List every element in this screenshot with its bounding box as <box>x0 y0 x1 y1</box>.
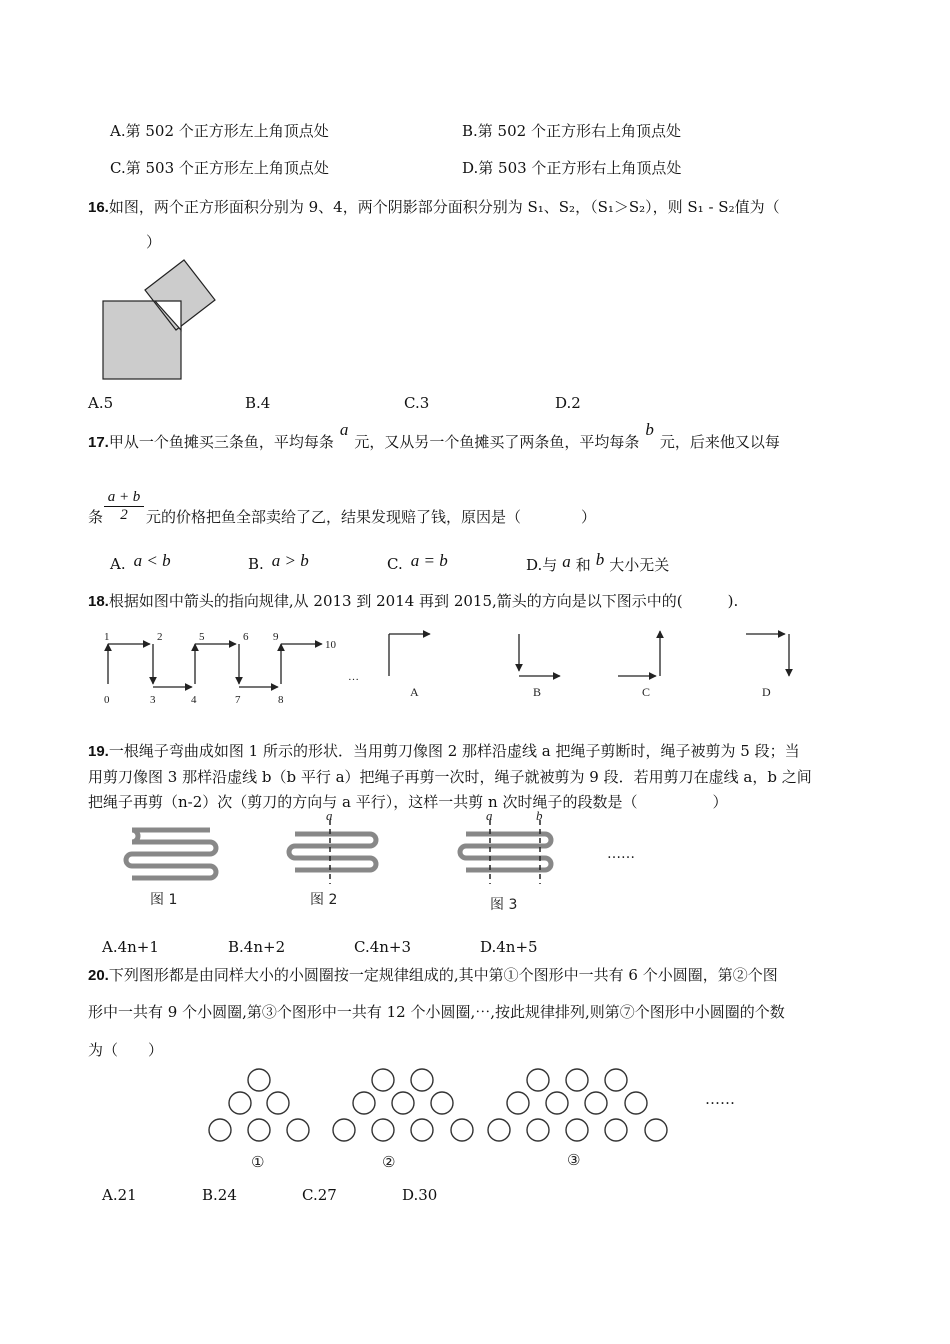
seq-label-2: 2 <box>157 631 163 643</box>
fig2-caption: 图 2 <box>310 892 338 908</box>
small-circle <box>645 1119 667 1141</box>
seq-label-7: 7 <box>235 694 241 706</box>
seq-label-4: 4 <box>191 694 197 706</box>
q17-option-c <box>387 551 448 574</box>
seq-label-5: 5 <box>199 631 205 643</box>
q19-line1 <box>88 740 800 761</box>
q17-line2-end: 元的价格把鱼全部卖给了乙，结果发现赔了钱，原因是（ ） <box>146 508 597 526</box>
q18-choices <box>380 626 800 701</box>
q15-option-c: C.第 503 个正方形左上角顶点处 <box>110 159 329 177</box>
q16-number: 16. <box>88 199 109 216</box>
q19-line2: 用剪刀像图 3 那样沿虚线 b（b 平行 a）把绳子再剪一次时，绳子就被剪为 9 段．若用剪刀在虚线 a，b 之间 <box>88 768 812 786</box>
rope-fig2 <box>289 834 376 870</box>
q19-line1-text: 一根绳子弯曲成如图 1 所示的形状．当用剪刀像图 2 那样沿虚线 a 把绳子剪断时，绳子被剪为 5 段；当 <box>108 742 800 760</box>
q18-arrow-sequence <box>100 628 360 708</box>
q20-option-c: C.27 <box>302 1186 337 1204</box>
seq-ellipsis: … <box>348 671 359 683</box>
q16-option-b: B.4 <box>245 394 271 412</box>
q19-line3: 把绳子再剪（n-2）次（剪刀的方向与 a 平行），这样一共剪 n 次时绳子的段数是（ ） <box>88 793 728 811</box>
fig-label-2: ② <box>382 1153 396 1171</box>
q16-stem-text: 如图，两个正方形面积分别为 9、4，两个阴影部分面积分别为 S₁、S₂，（S₁＞S₂），则 S₁ - S₂值为（ <box>108 198 780 216</box>
fig3-caption: 图 3 <box>490 897 518 913</box>
small-circle <box>507 1092 529 1114</box>
q17-text-b: 元，又从另一个鱼摊买了两条鱼，平均每条 <box>354 433 640 451</box>
choice-b-label: B <box>533 685 542 699</box>
small-circle <box>431 1092 453 1114</box>
small-circle <box>566 1119 588 1141</box>
small-circle <box>411 1069 433 1091</box>
q18-number: 18. <box>88 593 109 610</box>
opt-expr: a > b <box>271 551 309 570</box>
q16-option-a: A.5 <box>88 394 114 412</box>
small-circle <box>392 1092 414 1114</box>
q19-number: 19. <box>88 743 109 760</box>
small-circle <box>527 1069 549 1091</box>
q15-option-d: D.第 503 个正方形右上角顶点处 <box>462 159 682 177</box>
small-circle <box>209 1119 231 1141</box>
q20-line1-text: 下列图形都是由同样大小的小圆圈按一定规律组成的,其中第①个图形中一共有 6 个小圆圈，第②个图 <box>108 966 778 984</box>
opt-expr: a <box>562 552 571 571</box>
q16-option-d: D.2 <box>555 394 581 412</box>
small-circle <box>248 1119 270 1141</box>
fig-label-1: ① <box>251 1153 265 1171</box>
choice-c-label: C <box>642 685 651 699</box>
seq-label-1: 1 <box>104 631 110 643</box>
opt-label: C. <box>387 555 403 573</box>
q17-var-a: a <box>339 420 349 439</box>
fraction-numerator: a + b <box>104 489 144 507</box>
seq-label-10: 10 <box>325 639 336 651</box>
circle-dots: …… <box>705 1090 735 1108</box>
q17-number: 17. <box>88 434 109 451</box>
q20-number: 20. <box>88 967 109 984</box>
choice-a-label: A <box>410 685 419 699</box>
opt-expr: a < b <box>133 551 171 570</box>
q16-stem-end: ） <box>146 233 162 251</box>
seq-label-6: 6 <box>243 631 249 643</box>
fig-label-3: ③ <box>567 1151 581 1169</box>
q20-line3: 为（ ） <box>88 1041 164 1059</box>
label-a-fig3: a <box>486 808 493 823</box>
choice-d-label: D <box>762 685 771 699</box>
seq-label-9: 9 <box>273 631 279 643</box>
q19-option-c: C.4n+3 <box>354 938 412 956</box>
label-b-fig3: b <box>536 808 543 823</box>
q16-squares-figure <box>100 260 225 385</box>
small-circle <box>585 1092 607 1114</box>
q17-line1 <box>88 420 780 452</box>
opt-tail: 大小无关 <box>609 556 670 574</box>
small-circle <box>333 1119 355 1141</box>
q15-option-a: A.第 502 个正方形左上角顶点处 <box>110 122 329 140</box>
small-circle <box>605 1119 627 1141</box>
q16-stem <box>88 196 780 217</box>
small-circle <box>411 1119 433 1141</box>
opt-label: A. <box>110 555 126 573</box>
q20-circle-figures <box>200 1064 760 1174</box>
fraction-denominator: 2 <box>120 507 128 523</box>
rope-fig1 <box>126 830 216 878</box>
q17-option-b <box>248 551 309 574</box>
opt-label: B. <box>248 555 264 573</box>
q19-option-a: A.4n+1 <box>102 938 159 956</box>
q17-fraction <box>104 489 144 524</box>
q15-option-b: B.第 502 个正方形右上角顶点处 <box>462 122 681 140</box>
q20-option-a: A.21 <box>102 1186 137 1204</box>
opt-mid: 和 <box>575 556 591 574</box>
small-circle <box>451 1119 473 1141</box>
small-circle <box>527 1119 549 1141</box>
seq-label-3: 3 <box>150 694 156 706</box>
opt-expr: a = b <box>410 551 448 570</box>
label-a-fig2: a <box>326 808 333 823</box>
small-circle <box>248 1069 270 1091</box>
q17-var-b: b <box>645 420 654 439</box>
small-circle <box>372 1069 394 1091</box>
q19-option-d: D.4n+5 <box>480 938 538 956</box>
q20-option-d: D.30 <box>402 1186 438 1204</box>
q17-option-d <box>526 550 670 575</box>
small-circle <box>566 1069 588 1091</box>
opt-label: D.与 <box>526 556 558 574</box>
q18-stem-text: 根据如图中箭头的指向规律,从 2013 到 2014 再到 2015,箭头的方向是以下图示中的( ). <box>108 592 739 610</box>
q17-option-a <box>110 551 171 574</box>
q20-line2: 形中一共有 9 个小圆圈,第③个图形中一共有 12 个小圆圈,⋯,按此规律排列,则第⑦个图形中小圆圈的个数 <box>88 1003 785 1021</box>
q18-stem <box>88 590 738 611</box>
q20-line1 <box>88 964 778 985</box>
small-circle <box>229 1092 251 1114</box>
opt-expr2: b <box>595 550 605 569</box>
q17-line2-start: 条 <box>88 508 104 526</box>
rope-dots: …… <box>607 846 635 862</box>
q19-rope-figures <box>120 808 680 913</box>
rope-fig3 <box>460 834 551 870</box>
small-circle <box>287 1119 309 1141</box>
small-circle <box>625 1092 647 1114</box>
fig1-caption: 图 1 <box>150 892 178 908</box>
q19-option-b: B.4n+2 <box>228 938 286 956</box>
q16-option-c: C.3 <box>404 394 430 412</box>
small-circle <box>353 1092 375 1114</box>
q17-text-c: 元，后来他又以每 <box>659 433 780 451</box>
seq-label-8: 8 <box>278 694 284 706</box>
small-circle <box>372 1119 394 1141</box>
q20-option-b: B.24 <box>202 1186 237 1204</box>
small-circle <box>267 1092 289 1114</box>
seq-label-0: 0 <box>104 694 110 706</box>
small-circle <box>488 1119 510 1141</box>
small-circle <box>546 1092 568 1114</box>
small-circle <box>605 1069 627 1091</box>
q17-text-a: 甲从一个鱼摊买三条鱼，平均每条 <box>108 433 334 451</box>
